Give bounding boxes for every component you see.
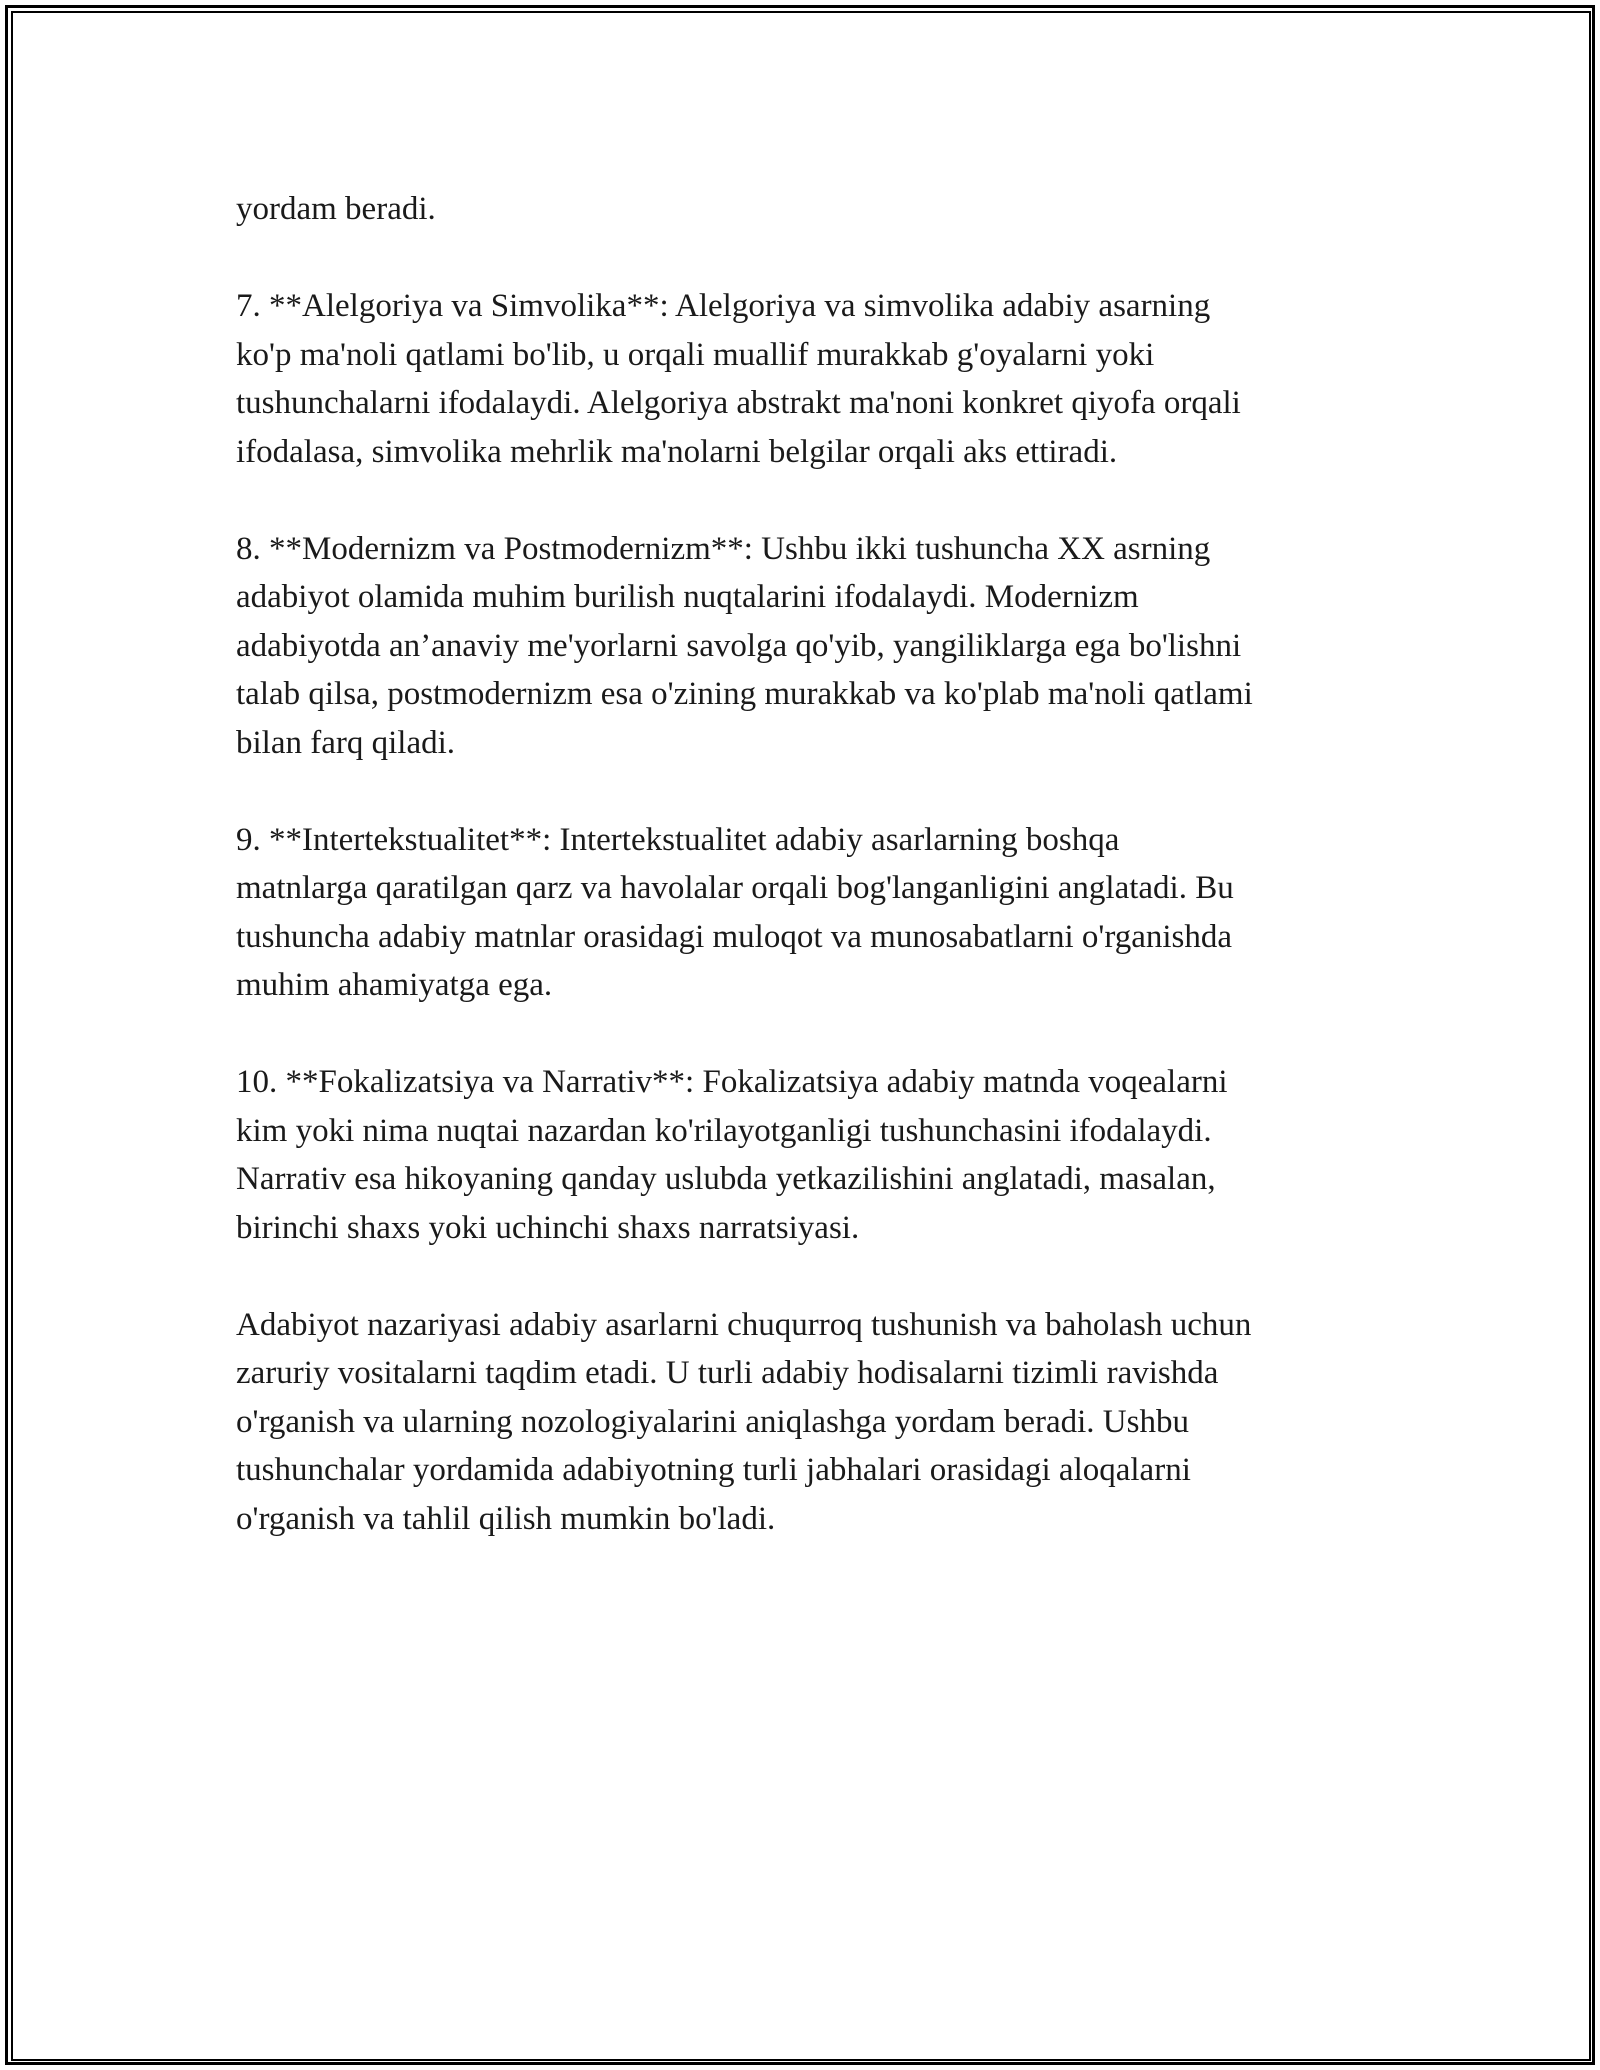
paragraph-item-10: 10. **Fokalizatsiya va Narrativ**: Fokalizatsiya adabiy matnda voqealarni kim yoki nima nuqtai nazardan ko'rilayotganligi tushunchasini ifodalaydi. Narrativ esa hikoyaning qanday uslubda yetkazilishini anglatadi, masalan, birinchi shaxs yoki uchinchi shaxs narratsiyasi. bbox=[236, 1064, 1228, 1246]
paragraph-continuation: yordam beradi. bbox=[236, 191, 436, 227]
document-body bbox=[236, 185, 1376, 1592]
paragraph-item-8: 8. **Modernizm va Postmodernizm**: Ushbu ikki tushuncha XX asrning adabiyot olamida muhim burilish nuqtalarini ifodalaydi. Modernizm adabiyotda an’anaviy me'yorlarni savolga qo'yib, yangiliklarga ega bo'lishni talab qilsa, postmodernizm esa o'zining murakkab va ko'plab ma'noli qatlami bilan farq qiladi. bbox=[236, 530, 1253, 761]
paragraph-item-7: 7. **Alelgoriya va Simvolika**: Alelgoriya va simvolika adabiy asarning ko'p ma'noli qatlami bo'lib, u orqali muallif murakkab g'oyalarni yoki tushunchalarni ifodalaydi. Alelgoriya abstrakt ma'noni konkret qiyofa orqali ifodalasa, simvolika mehrlik ma'nolarni belgilar orqali aks ettiradi. bbox=[236, 288, 1241, 470]
paragraph-conclusion: Adabiyot nazariyasi adabiy asarlarni chuqurroq tushunish va baholash uchun zaruriy vositalarni taqdim etadi. U turli adabiy hodisalarni tizimli ravishda o'rganish va ularning nozologiyalarini aniqlashga yordam beradi. Ushbu tushunchalar yordamida adabiyotning turli jabhalari orasidagi aloqalarni o'rganish va tahlil qilish mumkin bo'ladi. bbox=[236, 1306, 1252, 1537]
paragraph-item-9: 9. **Intertekstualitet**: Intertekstualitet adabiy asarlarning boshqa matnlarga qaratilgan qarz va havolalar orqali bog'langanligini anglatadi. Bu tushuncha adabiy matnlar orasidagi muloqot va munosabatlarni o'rganishda muhim ahamiyatga ega. bbox=[236, 821, 1234, 1003]
